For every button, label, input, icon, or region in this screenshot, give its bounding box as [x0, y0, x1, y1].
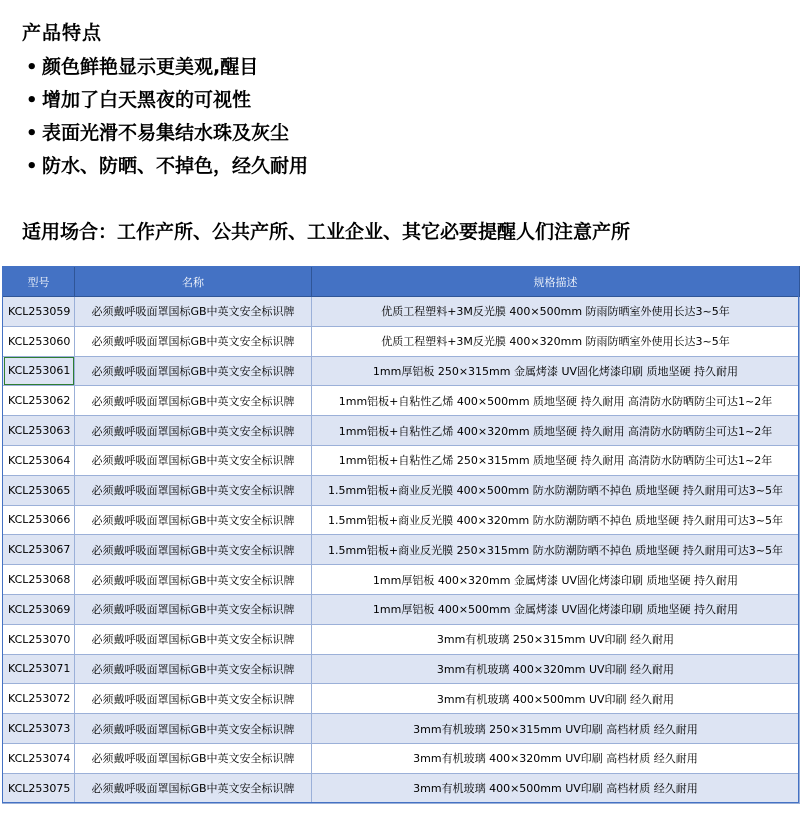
cell-name[interactable]: 必须戴呼吸面罩国标GB中英文安全标识牌: [75, 505, 312, 535]
cell-model[interactable]: KCL253066: [3, 505, 75, 535]
table-header-row: [3, 267, 800, 297]
cell-name[interactable]: 必须戴呼吸面罩国标GB中英文安全标识牌: [75, 654, 312, 684]
cell-name[interactable]: 必须戴呼吸面罩国标GB中英文安全标识牌: [75, 624, 312, 654]
cell-name[interactable]: 必须戴呼吸面罩国标GB中英文安全标识牌: [75, 743, 312, 773]
table-row[interactable]: [3, 743, 800, 773]
usage-statement: 适用场合：工作产所、公共产所、工业企业、其它必要提醒人们注意产所: [22, 221, 631, 243]
table-row[interactable]: [3, 624, 800, 654]
cell-model[interactable]: KCL253067: [3, 535, 75, 565]
table-row[interactable]: [3, 594, 800, 624]
cell-model[interactable]: KCL253061: [3, 356, 75, 386]
cell-spec[interactable]: 3mm有机玻璃 400×320mm UV印刷 高档材质 经久耐用: [312, 743, 800, 773]
feature-item: [26, 152, 308, 185]
cell-spec[interactable]: 1.5mm铝板+商业反光膜 400×500mm 防水防潮防晒不掉色 质地坚硬 持久耐用可达3~5年: [312, 475, 800, 505]
table-row[interactable]: [3, 565, 800, 595]
cell-name[interactable]: 必须戴呼吸面罩国标GB中英文安全标识牌: [75, 475, 312, 505]
cell-spec[interactable]: 3mm有机玻璃 400×500mm UV印刷 经久耐用: [312, 684, 800, 714]
table-row[interactable]: [3, 505, 800, 535]
cell-model[interactable]: KCL253071: [3, 654, 75, 684]
table-body: [3, 297, 800, 804]
cell-model[interactable]: KCL253074: [3, 743, 75, 773]
table-row[interactable]: [3, 714, 800, 744]
cell-spec[interactable]: 1mm厚铝板 250×315mm 金属烤漆 UV固化烤漆印刷 质地坚硬 持久耐用: [312, 356, 800, 386]
table-row[interactable]: [3, 416, 800, 446]
feature-text: 增加了白天黑夜的可视性: [42, 89, 252, 111]
cell-spec[interactable]: 3mm有机玻璃 400×500mm UV印刷 高档材质 经久耐用: [312, 773, 800, 803]
feature-text: 颜色鲜艳显示更美观,醒目: [42, 56, 259, 78]
cell-name[interactable]: 必须戴呼吸面罩国标GB中英文安全标识牌: [75, 535, 312, 565]
cell-model[interactable]: KCL253063: [3, 416, 75, 446]
table-row[interactable]: [3, 654, 800, 684]
table-row[interactable]: [3, 773, 800, 803]
bullet-icon: •: [26, 123, 38, 144]
features-title: 产品特点: [22, 22, 103, 44]
cell-name[interactable]: 必须戴呼吸面罩国标GB中英文安全标识牌: [75, 356, 312, 386]
cell-name[interactable]: 必须戴呼吸面罩国标GB中英文安全标识牌: [75, 386, 312, 416]
cell-spec[interactable]: 1mm厚铝板 400×500mm 金属烤漆 UV固化烤漆印刷 质地坚硬 持久耐用: [312, 594, 800, 624]
cell-spec[interactable]: 优质工程塑料+3M反光膜 400×320mm 防雨防晒室外使用长达3~5年: [312, 326, 800, 356]
cell-model[interactable]: KCL253060: [3, 326, 75, 356]
features-list: [26, 53, 308, 185]
table-row[interactable]: [3, 535, 800, 565]
cell-name[interactable]: 必须戴呼吸面罩国标GB中英文安全标识牌: [75, 773, 312, 803]
spec-table: [2, 266, 800, 804]
table-row[interactable]: [3, 475, 800, 505]
bullet-icon: •: [26, 90, 38, 111]
feature-text: 表面光滑不易集结水珠及灰尘: [42, 122, 290, 144]
cell-model[interactable]: KCL253068: [3, 565, 75, 595]
cell-name[interactable]: 必须戴呼吸面罩国标GB中英文安全标识牌: [75, 326, 312, 356]
cell-name[interactable]: 必须戴呼吸面罩国标GB中英文安全标识牌: [75, 565, 312, 595]
cell-spec[interactable]: 1.5mm铝板+商业反光膜 250×315mm 防水防潮防晒不掉色 质地坚硬 持久耐用可达3~5年: [312, 535, 800, 565]
feature-item: [26, 53, 308, 86]
cell-model[interactable]: KCL253072: [3, 684, 75, 714]
feature-text: 防水、防晒、不掉色，经久耐用: [42, 155, 309, 177]
cell-name[interactable]: 必须戴呼吸面罩国标GB中英文安全标识牌: [75, 714, 312, 744]
cell-model[interactable]: KCL253062: [3, 386, 75, 416]
cell-name[interactable]: 必须戴呼吸面罩国标GB中英文安全标识牌: [75, 684, 312, 714]
cell-model[interactable]: KCL253070: [3, 624, 75, 654]
table-row[interactable]: [3, 445, 800, 475]
cell-spec[interactable]: 1mm厚铝板 400×320mm 金属烤漆 UV固化烤漆印刷 质地坚硬 持久耐用: [312, 565, 800, 595]
header-name[interactable]: 名称: [75, 267, 312, 297]
table-row[interactable]: [3, 356, 800, 386]
feature-item: [26, 86, 308, 119]
cell-spec[interactable]: 1mm铝板+自粘性乙烯 400×500mm 质地坚硬 持久耐用 高清防水防晒防尘可达1~2年: [312, 386, 800, 416]
cell-spec[interactable]: 1mm铝板+自粘性乙烯 400×320mm 质地坚硬 持久耐用 高清防水防晒防尘可达1~2年: [312, 416, 800, 446]
cell-spec[interactable]: 1.5mm铝板+商业反光膜 400×320mm 防水防潮防晒不掉色 质地坚硬 持久耐用可达3~5年: [312, 505, 800, 535]
cell-name[interactable]: 必须戴呼吸面罩国标GB中英文安全标识牌: [75, 416, 312, 446]
cell-name[interactable]: 必须戴呼吸面罩国标GB中英文安全标识牌: [75, 297, 312, 327]
table-row[interactable]: [3, 297, 800, 327]
cell-spec[interactable]: 优质工程塑料+3M反光膜 400×500mm 防雨防晒室外使用长达3~5年: [312, 297, 800, 327]
cell-name[interactable]: 必须戴呼吸面罩国标GB中英文安全标识牌: [75, 445, 312, 475]
cell-model[interactable]: KCL253075: [3, 773, 75, 803]
feature-item: [26, 119, 308, 152]
cell-spec[interactable]: 1mm铝板+自粘性乙烯 250×315mm 质地坚硬 持久耐用 高清防水防晒防尘可达1~2年: [312, 445, 800, 475]
header-spec[interactable]: 规格描述: [312, 267, 800, 297]
bullet-icon: •: [26, 156, 38, 177]
cell-name[interactable]: 必须戴呼吸面罩国标GB中英文安全标识牌: [75, 594, 312, 624]
cell-spec[interactable]: 3mm有机玻璃 250×315mm UV印刷 高档材质 经久耐用: [312, 714, 800, 744]
cell-model[interactable]: KCL253073: [3, 714, 75, 744]
table-row[interactable]: [3, 326, 800, 356]
cell-model[interactable]: KCL253065: [3, 475, 75, 505]
cell-model[interactable]: KCL253059: [3, 297, 75, 327]
bullet-icon: •: [26, 57, 38, 78]
table-row[interactable]: [3, 386, 800, 416]
header-model[interactable]: 型号: [3, 267, 75, 297]
cell-model[interactable]: KCL253064: [3, 445, 75, 475]
cell-model[interactable]: KCL253069: [3, 594, 75, 624]
table-row[interactable]: [3, 684, 800, 714]
cell-spec[interactable]: 3mm有机玻璃 250×315mm UV印刷 经久耐用: [312, 624, 800, 654]
cell-spec[interactable]: 3mm有机玻璃 400×320mm UV印刷 经久耐用: [312, 654, 800, 684]
